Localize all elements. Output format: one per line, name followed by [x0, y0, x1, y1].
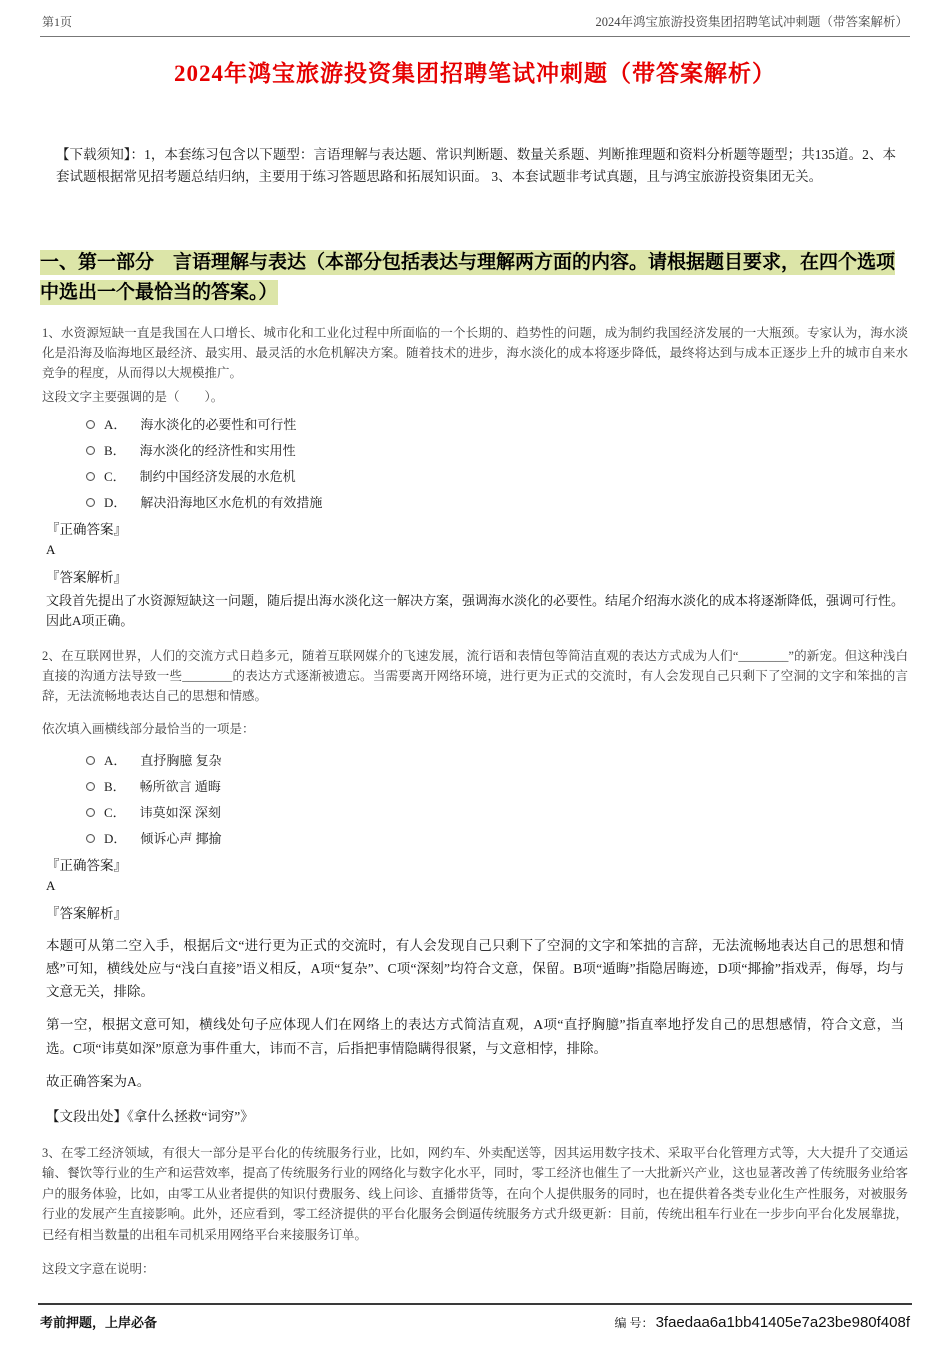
doc-id-value: 3faedaa6a1bb41405e7a23be980f408f — [655, 1314, 910, 1331]
source-note: 【文段出处】《拿什么拯救“词穷”》 — [46, 1109, 254, 1125]
option-letter: A． — [104, 752, 127, 768]
option-text: 畅所欲言 遁晦 — [139, 778, 221, 794]
analysis-text: 本题可从第二空入手，根据后文“进行更为正式的交流时，有人会发现自己只剩下了空洞的文字和笨拙的言辞，无法流畅地表达自己的思想和情感”可知，横线处应与“浅白直接”语义相反，A项“复杂”、C项“深刻”均符合文意，保留。B项“遁晦”指隐居晦迹，D项“揶揄”指戏弄，侮辱，均与文意无关，排除。 — [46, 937, 904, 1000]
footer-slogan: 考前押题，上岸必备 — [40, 1315, 158, 1330]
doc-id-label: 编 号： — [614, 1316, 654, 1330]
option-text: 倾诉心声 揶揄 — [140, 830, 222, 846]
doc-id — [615, 1314, 910, 1331]
question-stem: 3、在零工经济领域，有很大一部分是平台化的传统服务行业，比如，网约车、外卖配送等，因其运用数字技术、采取平台化管理方式等，大大提升了交通运输、餐饮等行业的生产和运营效率，提高了传统服务行业的网络化与数字化水平，同时，零工经济也催生了一大批新兴产业，这也显著改善了传统服务业给客户的服务体验，比如，由零工从业者提供的知识付费服务、线上问诊、直播带货等，在向个人提供服务的同时，也在提供着各类专业化生产性服务，对被服务行业的发展产生直接影响。此外，还应看到，零工经济提供的平台化服务会倒逼传统服务方式升级更新：目前，传统出租车行业在一步步向平台化发展靠拢，已经有相当数量的出租车司机采用网络平台来接服务订单。 — [42, 1146, 908, 1242]
question-prompt: 这段文字意在说明： — [42, 1261, 155, 1276]
option-text: 讳莫如深 深刻 — [139, 804, 221, 820]
option-text: 海水淡化的必要性和可行性 — [140, 416, 297, 432]
page-footer — [38, 1303, 912, 1345]
option-text: 解决沿海地区水危机的有效措施 — [140, 494, 323, 510]
analysis-text: 文段首先提出了水资源短缺这一问题，随后提出海水淡化这一解决方案，强调海水淡化的必要性。结尾介绍海水淡化的成本将逐渐降低，强调可行性。因此A项正确。 — [46, 592, 905, 629]
radio-icon[interactable] — [86, 498, 95, 507]
option-d[interactable] — [86, 494, 910, 511]
question-prompt: 依次填入画横线部分最恰当的一项是： — [42, 721, 255, 736]
question-prompt: 这段文字主要强调的是（ ）。 — [42, 389, 224, 404]
option-letter: C． — [104, 804, 126, 820]
option-c[interactable] — [86, 468, 910, 485]
radio-icon[interactable] — [86, 808, 95, 817]
section-heading — [40, 248, 910, 309]
option-text: 海水淡化的经济性和实用性 — [139, 442, 296, 458]
answer-label: 『正确答案』 — [46, 521, 127, 537]
option-letter: C． — [104, 468, 126, 484]
option-letter: B． — [104, 778, 126, 794]
radio-icon[interactable] — [86, 446, 95, 455]
analysis-label: 『答案解析』 — [46, 906, 127, 922]
option-a[interactable] — [86, 752, 910, 769]
option-letter: A． — [104, 416, 127, 432]
option-b[interactable] — [86, 778, 910, 795]
analysis-label: 『答案解析』 — [46, 570, 127, 586]
option-letter: D． — [104, 830, 127, 846]
radio-icon[interactable] — [86, 472, 95, 481]
answer-value: A — [46, 878, 56, 894]
option-d[interactable] — [86, 830, 910, 847]
page-title: 2024年鸿宝旅游投资集团招聘笔试冲刺题（带答案解析） — [174, 61, 776, 86]
answer-value: A — [46, 542, 56, 558]
section-heading-highlight: 一、第一部分 言语理解与表达（本部分包括表达与理解两方面的内容。请根据题目要求，在四个选项中选出一个最恰当的答案。） — [40, 251, 896, 304]
page-header — [40, 12, 910, 37]
question-1 — [40, 323, 910, 632]
question-3 — [40, 1143, 910, 1279]
header-title: 2024年鸿宝旅游投资集团招聘笔试冲刺题（带答案解析） — [595, 15, 908, 29]
option-b[interactable] — [86, 442, 910, 459]
option-text: 直抒胸臆 复杂 — [140, 752, 222, 768]
analysis-text: 第一空，根据文意可知，横线处句子应体现人们在网络上的表达方式简洁直观，A项“直抒胸臆”指直率地抒发自己的思想感情，符合文意，当选。C项“讳莫如深”原意为事件重大，讳而不言，后指把事情隐瞒得很紧，与文意相悖，排除。 — [46, 1017, 904, 1056]
option-letter: B． — [104, 442, 126, 458]
radio-icon[interactable] — [86, 756, 95, 765]
option-letter: D． — [104, 494, 127, 510]
options-list — [86, 752, 910, 847]
radio-icon[interactable] — [86, 420, 95, 429]
question-stem: 1、水资源短缺一直是我国在人口增长、城市化和工业化过程中所面临的一个长期的、趋势性的问题，成为制约我国经济发展的一大瓶颈。专家认为，海水淡化是沿海及临海地区最经济、最实用、最灵活的水危机解决方案。随着技术的进步，海水淡化的成本将逐步降低，最终将达到与成本正逐步上升的城市自来水竞争的程度，从而得以大规模推广。 — [42, 325, 908, 381]
question-stem: 2、在互联网世界，人们的交流方式日趋多元，随着互联网媒介的飞速发展，流行语和表情包等简洁直观的表达方式成为人们“________”的新宠。但这种浅白直接的沟通方法导致一些________的表达方式逐渐被遗忘。当需要离开网络环境，进行更为正式的交流时，有人会发现自己只剩下了空洞的文字和笨拙的言辞，无法流畅地表达自己的思想和情感。 — [42, 648, 908, 704]
question-2 — [40, 646, 910, 1125]
answer-label: 『正确答案』 — [46, 857, 127, 873]
radio-icon[interactable] — [86, 834, 95, 843]
option-text: 制约中国经济发展的水危机 — [139, 468, 296, 484]
options-list — [86, 416, 910, 511]
radio-icon[interactable] — [86, 782, 95, 791]
analysis-conclusion: 故正确答案为A。 — [46, 1073, 151, 1089]
option-c[interactable] — [86, 804, 910, 821]
page-number: 第1页 — [42, 15, 73, 29]
download-notice: 【下载须知】：1，本套练习包含以下题型：言语理解与表达题、常识判断题、数量关系题、判断推理题和资料分析题等题型；共135道。2、本套试题根据常见招考题总结归纳，主要用于练习答题思路和拓展知识面。 3、本套试题非考试真题，且与鸿宝旅游投资集团无关。 — [56, 147, 896, 184]
option-a[interactable] — [86, 416, 910, 433]
